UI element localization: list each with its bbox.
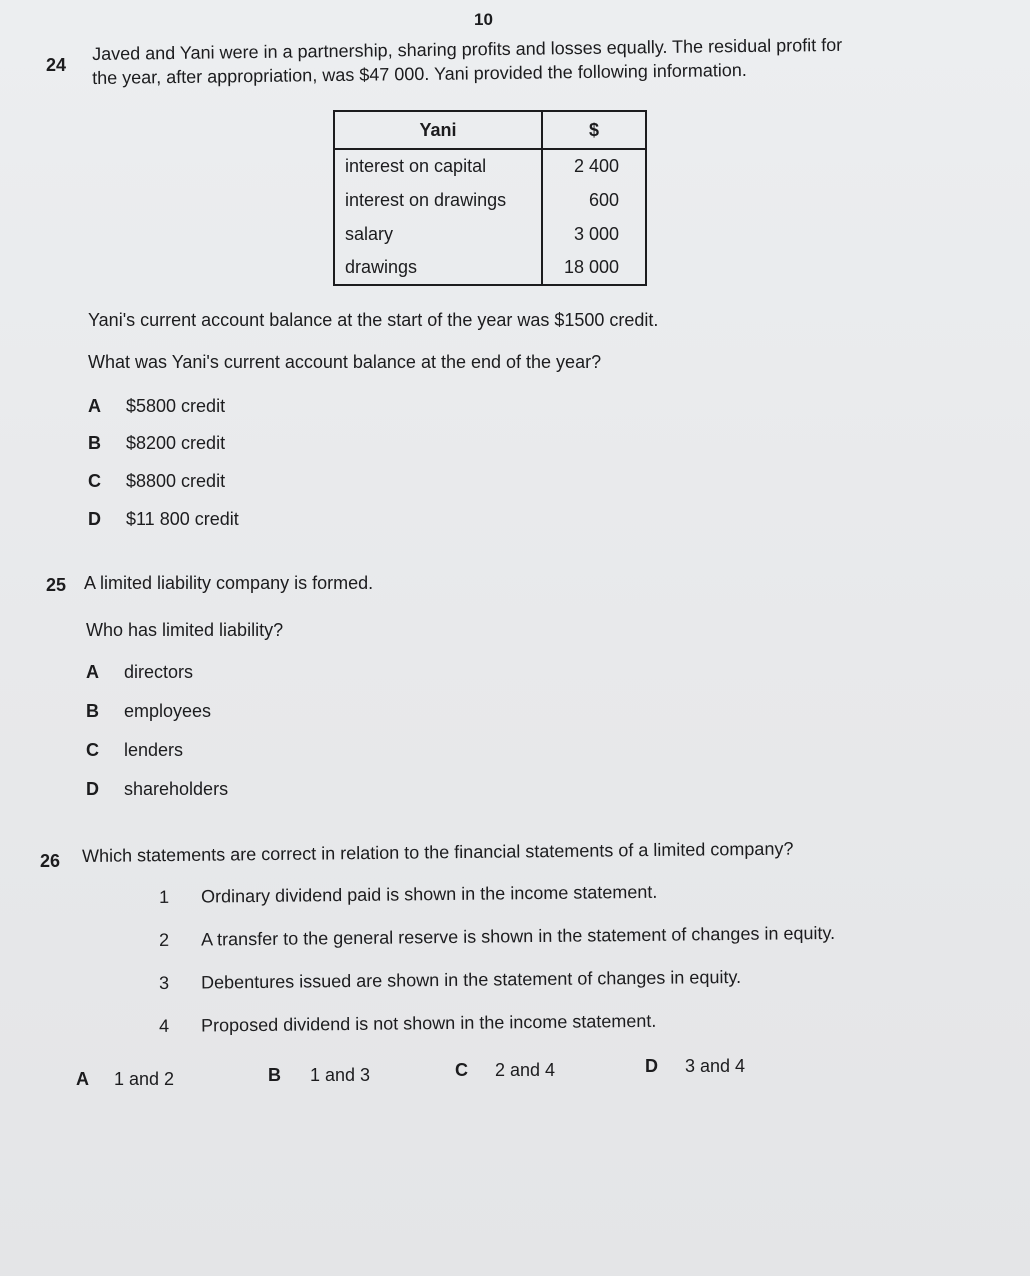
option-letter: A	[86, 662, 99, 682]
q26-question: Which statements are correct in relation to the financial statements of a limited company?	[82, 838, 794, 866]
q24-intro-line1: Javed and Yani were in a partnership, sharing profits and losses equally. The residual profit for	[92, 34, 843, 64]
q26-option-d[interactable]	[645, 1056, 745, 1077]
option-letter: A	[88, 396, 101, 416]
q25-intro: A limited liability company is formed.	[84, 573, 374, 593]
q25-question: Who has limited liability?	[86, 620, 284, 640]
table-row	[334, 217, 646, 251]
q26-statement-1	[159, 882, 657, 908]
table-header-value: $	[542, 111, 646, 149]
q25-option-b[interactable]	[86, 701, 211, 722]
statement-number: 4	[159, 1015, 170, 1036]
option-text: $5800 credit	[126, 396, 226, 416]
table-cell-value: 600	[588, 189, 619, 210]
option-letter: C	[455, 1060, 468, 1080]
q24-option-d[interactable]	[88, 509, 239, 530]
table-row	[334, 149, 646, 183]
option-text: 2 and 4	[495, 1060, 556, 1080]
statement-text: Ordinary dividend paid is shown in the income statement.	[200, 881, 658, 907]
q26-option-b[interactable]	[268, 1065, 370, 1086]
option-text: shareholders	[124, 779, 229, 799]
table-cell-label: interest on drawings	[334, 183, 542, 217]
table-row	[334, 251, 646, 285]
statement-number: 2	[159, 929, 170, 950]
table-cell-value: 2 400	[573, 156, 619, 176]
q25-option-c[interactable]	[86, 740, 183, 761]
q24-question: What was Yani's current account balance at the end of the year?	[88, 352, 602, 372]
q25-number: 25	[46, 575, 67, 595]
q24-intro-line2: the year, after appropriation, was $47 000. Yani provided the following information.	[92, 60, 747, 88]
option-letter: B	[86, 701, 99, 721]
option-letter: D	[86, 779, 99, 799]
option-letter: C	[88, 471, 101, 491]
q25-option-a[interactable]	[86, 662, 193, 683]
option-text: employees	[124, 701, 212, 721]
q26-statement-2	[159, 923, 835, 951]
q24-option-b[interactable]	[88, 433, 225, 454]
option-text: $8200 credit	[126, 433, 226, 453]
table-row	[334, 183, 646, 217]
option-text: 3 and 4	[685, 1056, 746, 1076]
option-text: $11 800 credit	[126, 509, 239, 529]
q26-statement-4	[159, 1011, 656, 1037]
table-cell-value: 18 000	[563, 257, 619, 277]
yani-info-table	[333, 110, 647, 286]
table-cell-label: drawings	[334, 251, 542, 285]
q26-number: 26	[40, 851, 61, 871]
option-text: directors	[124, 662, 194, 682]
table-cell-value: 3 000	[573, 223, 619, 244]
statement-text: A transfer to the general reserve is shown in the statement of changes in equity.	[200, 922, 836, 950]
option-letter: B	[88, 433, 101, 453]
q26-option-c[interactable]	[455, 1060, 555, 1081]
option-letter: D	[88, 509, 101, 529]
page-number: 10	[474, 10, 493, 29]
option-text: lenders	[124, 740, 184, 760]
option-letter: B	[268, 1065, 281, 1085]
statement-number: 1	[159, 886, 170, 907]
q26-option-a[interactable]	[76, 1069, 174, 1090]
option-text: 1 and 3	[310, 1065, 371, 1085]
table-header-row	[334, 111, 646, 149]
option-letter: A	[76, 1069, 89, 1089]
statement-number: 3	[159, 972, 170, 993]
table-cell-label: interest on capital	[334, 149, 542, 183]
option-letter: D	[645, 1056, 658, 1076]
q24-option-a[interactable]	[88, 396, 225, 417]
table-cell-label: salary	[334, 217, 542, 251]
q24-option-c[interactable]	[88, 471, 225, 492]
q25-option-d[interactable]	[86, 779, 228, 800]
table-header-label: Yani	[334, 111, 542, 149]
statement-text: Debentures issued are shown in the statement of changes in equity.	[200, 966, 742, 993]
option-text: $8800 credit	[126, 471, 226, 491]
q24-number: 24	[46, 55, 67, 75]
option-letter: C	[86, 740, 99, 760]
q26-statement-3	[159, 967, 741, 994]
statement-text: Proposed dividend is not shown in the income statement.	[200, 1010, 657, 1036]
option-text: 1 and 2	[114, 1069, 175, 1089]
q24-balance-text: Yani's current account balance at the start of the year was $1500 credit.	[88, 310, 659, 330]
